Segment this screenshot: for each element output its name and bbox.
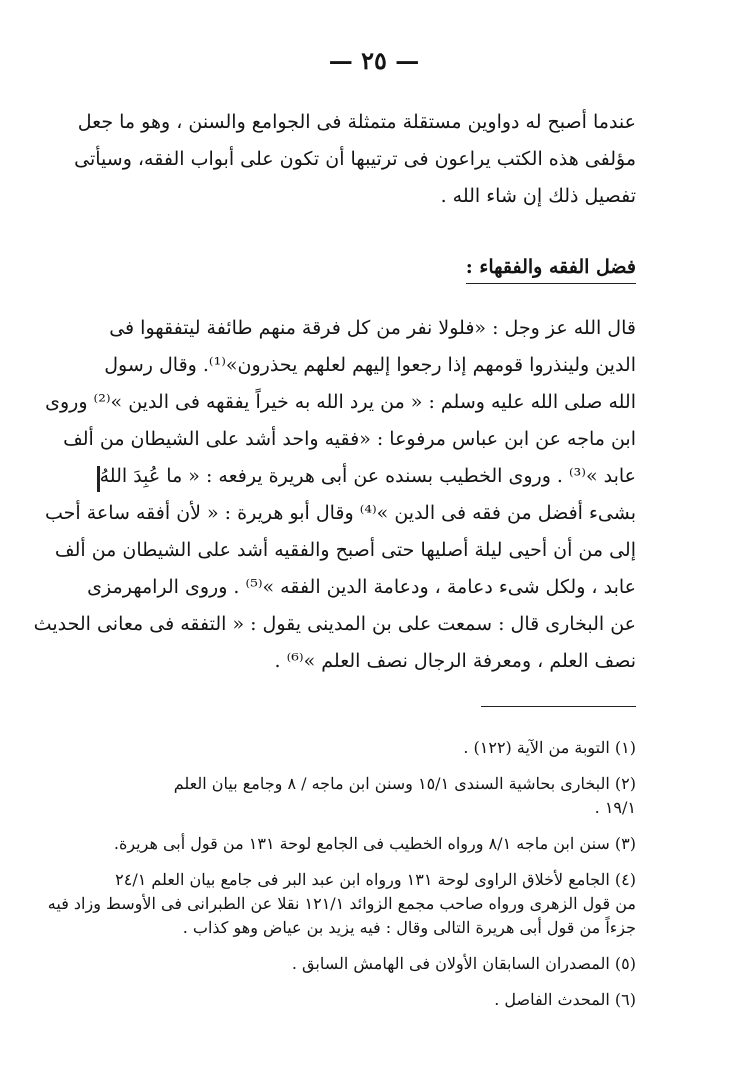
footnote-line: (٥) المصدران السابقان الأولان فى الهامش السابق . [291,954,636,973]
footnote-line: (٢) البخارى بحاشية السندى ١٥/١ وسنن ابن ماجه / ٨ وجامع بيان العلم [173,774,636,793]
footnote-4 [47,868,636,940]
body-line: نصف العلم ، ومعرفة الرجال نصف العلم »⁽⁶⁾ . [274,650,636,672]
footnote-line: من قول الزهرى ورواه صاحب مجمع الزوائد ١٢١/١ نقلا عن الطبرانى فى الأوسط وزاد فيه [47,894,636,913]
footnote-5 [106,952,636,976]
footnote-line: (٤) الجامع لأخلاق الراوى لوحة ١٣١ ورواه ابن عبد البر فى جامع بيان العلم ٢٤/١ [115,870,636,889]
footnote-line: ١٩/١ . [594,798,636,817]
intro-line: عندما أصبح له دواوين مستقلة متمثلة فى الجوامع والسنن ، وهو ما جعل [77,111,636,133]
body-line: ابن ماجه عن ابن عباس مرفوعا : «فقيه واحد أشد على الشيطان من ألف [63,428,636,450]
footnote-6 [106,988,636,1012]
body-line: بشىء أفضل من فقه فى الدين »⁽⁴⁾ وقال أبو هريرة : « لأن أفقه ساعة أحب [45,502,636,524]
body-line: عابد ، ولكل شىء دعامة ، ودعامة الدين الفقه »⁽⁵⁾ . وروى الرامهرمزى [87,576,636,598]
footnote-1 [106,736,636,760]
body-paragraph [33,310,636,680]
footnote-line: (١) التوبة من الآية (١٢٢) . [463,738,636,757]
footnote-line: (٣) سنن ابن ماجه ٨/١ ورواه الخطيب فى الجامع لوحة ١٣١ من قول أبى هريرة. [113,834,636,853]
body-line: إلى من أن أحيى ليلة أصليها حتى أصبح والفقيه أشد على الشيطان من ألف [54,539,636,561]
intro-paragraph [74,104,636,215]
intro-line: تفصيل ذلك إن شاء الله . [440,185,636,207]
footnotes [47,736,636,1024]
footnote-3 [106,832,636,856]
body-line: قال الله عز وجل : «فلولا نفر من كل فرقة منهم طائفة ليتفقهوا فى [109,317,636,339]
body-line: الله صلى الله عليه وسلم : « من يرد الله به خيراً يفقهه فى الدين »⁽²⁾ وروى [45,391,636,413]
footnote-line: (٦) المحدث الفاصل . [494,990,636,1009]
body-line: عابد »⁽³⁾ . وروى الخطيب بسنده عن أبى هريرة يرفعه : « ما عُبِدَ اللهُ [99,465,636,487]
intro-line: مؤلفى هذه الكتب يراعون فى ترتيبها أن تكون على أبواب الفقه، وسيأتى [74,148,636,170]
margin-mark [97,466,100,492]
page-number: — ٢٥ — [328,46,420,75]
footnote-line: جزءاً من قول أبى هريرة التالى وقال : فيه يزيد بن عياض وهو كذاب . [182,918,636,937]
footnote-divider [481,706,636,707]
section-heading: فضل الفقه والفقهاء : [466,252,636,284]
body-line: عن البخارى قال : سمعت على بن المدينى يقول : « التفقه فى معانى الحديث [33,613,636,635]
footnote-2 [106,772,636,820]
body-line: الدين ولينذروا قومهم إذا رجعوا إليهم لعلهم يحذرون»⁽¹⁾. وقال رسول [104,354,636,376]
